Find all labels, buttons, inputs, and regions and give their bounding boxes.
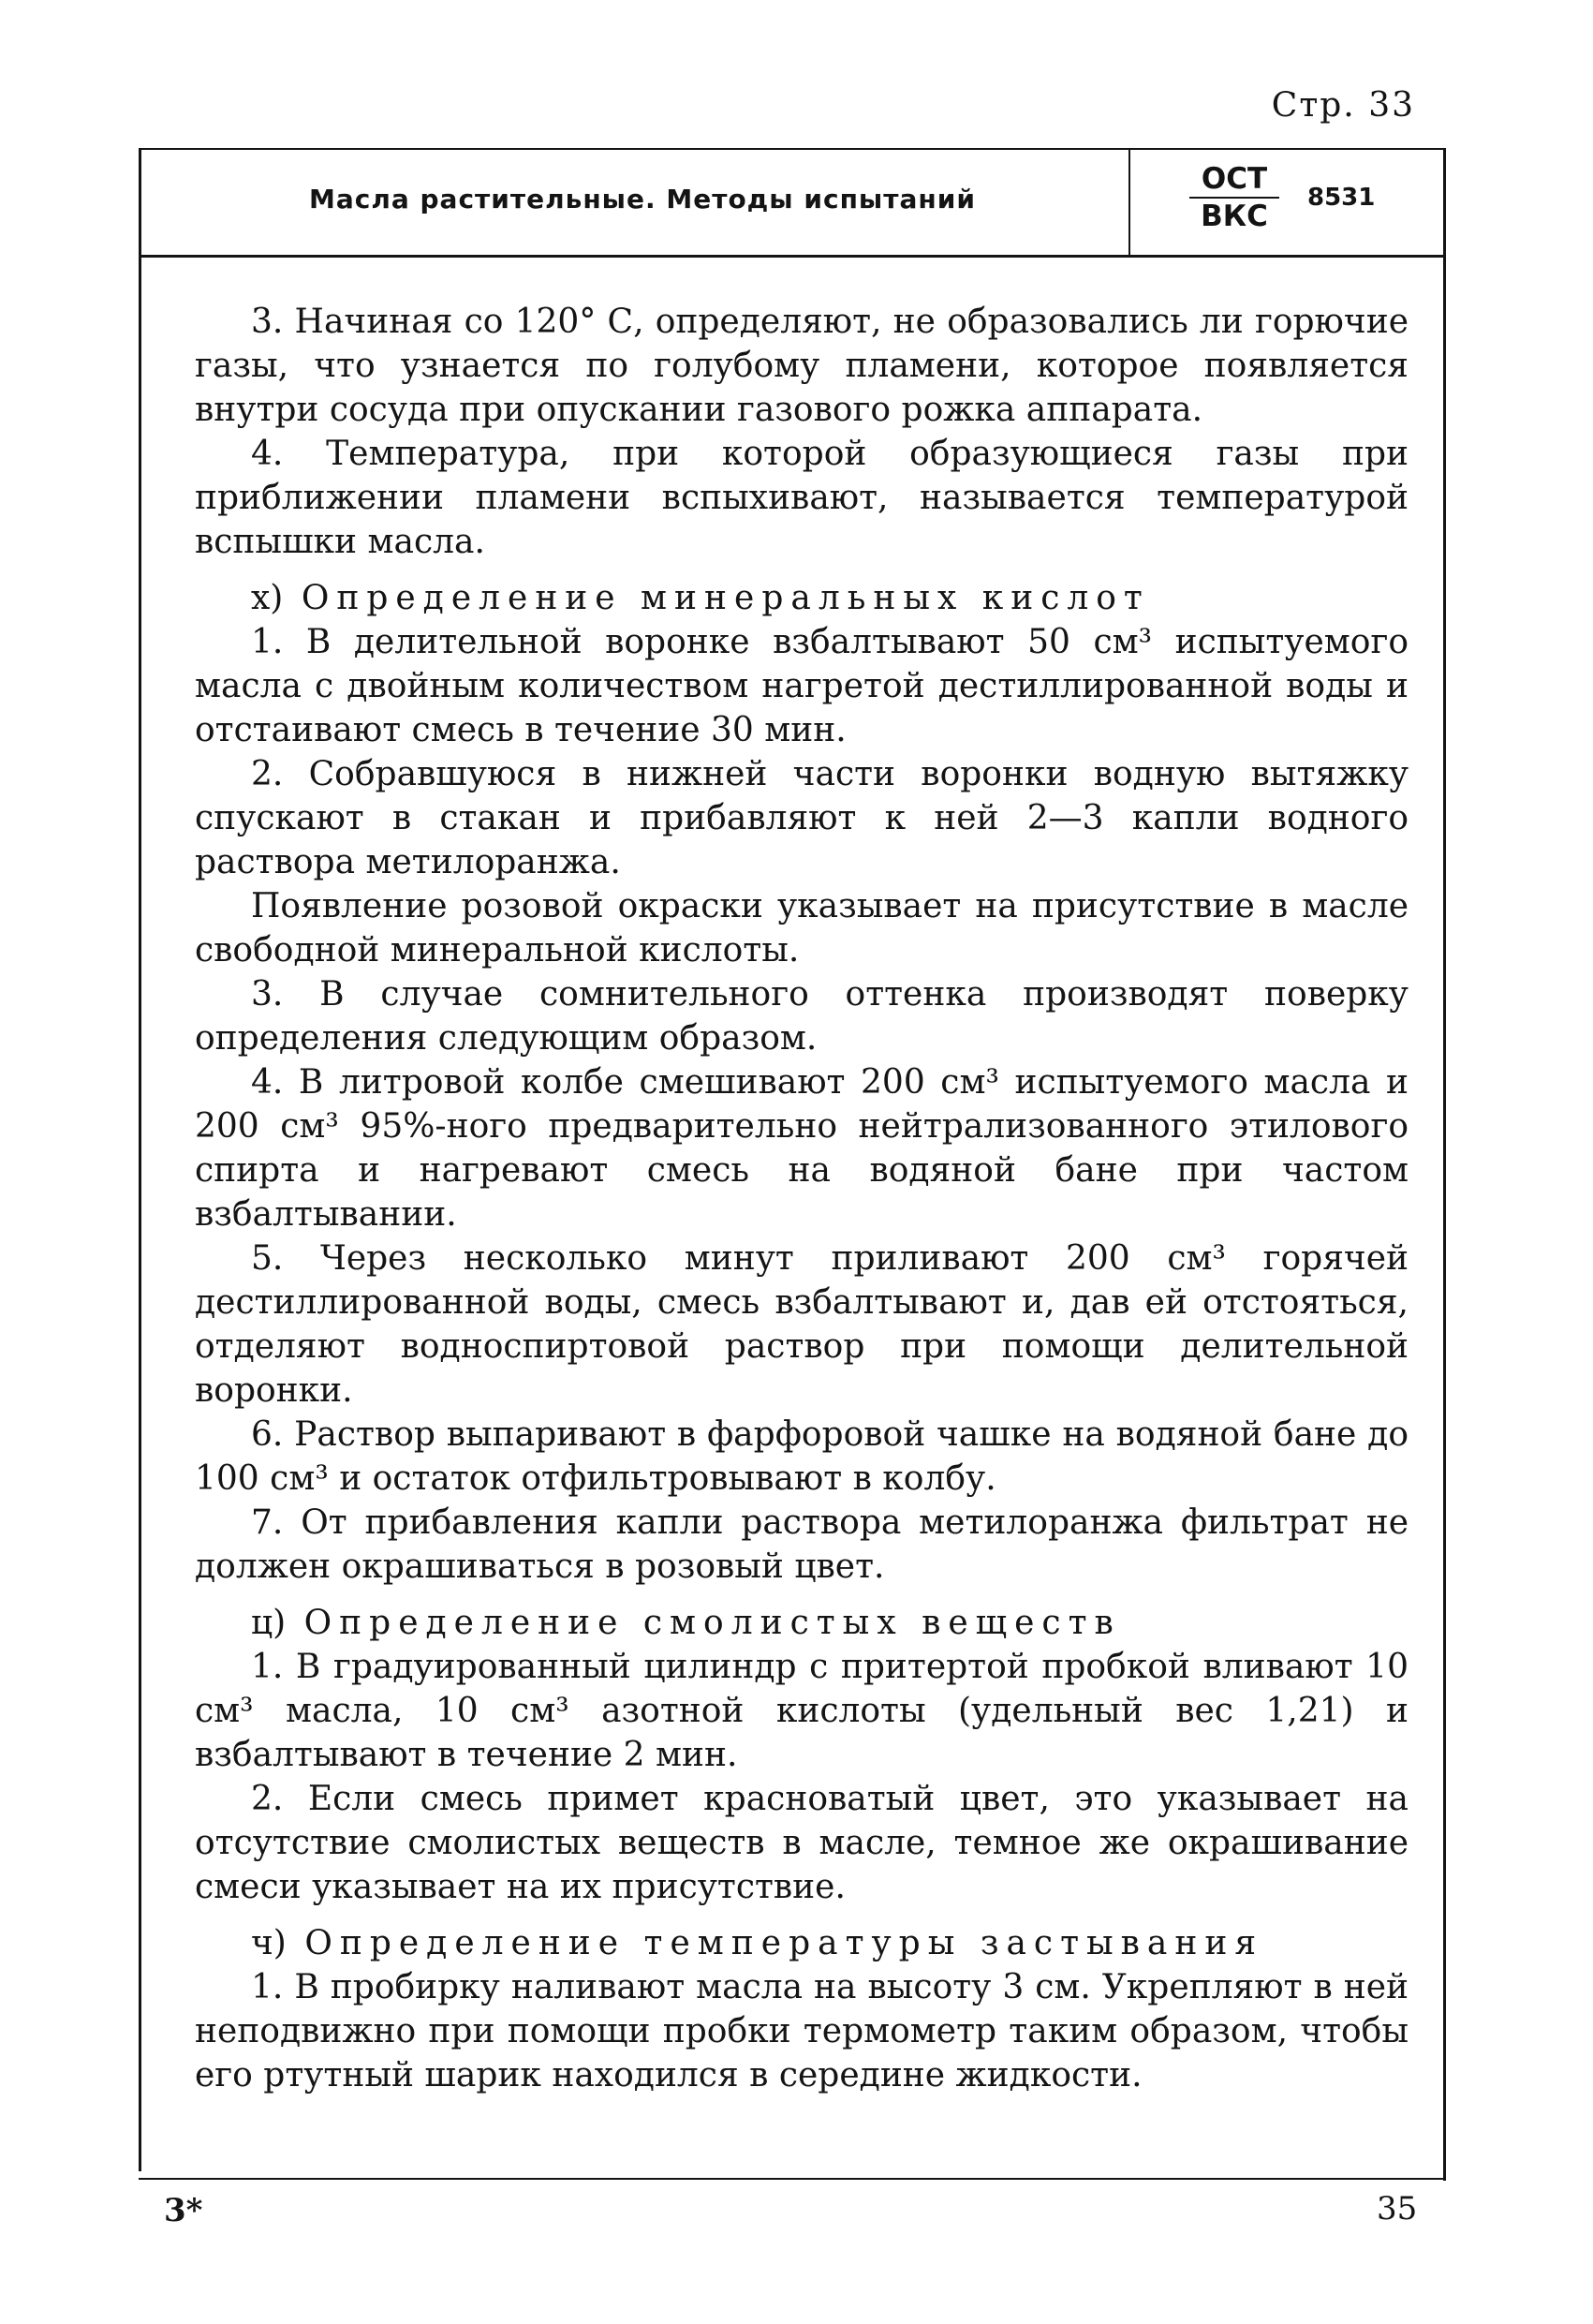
standard-designation — [1189, 161, 1279, 234]
paragraph: 2. Если смесь примет красноватый цвет, это указывает на отсутствие смолистых веществ в масле, темное же окрашивание смеси указывает на их присутствие. — [195, 1780, 1409, 1906]
paragraph: 5. Через несколько минут приливают 200 см³ горячей дестиллированной воды, смесь взбалтывают и, дав ей отстояться, отделяют водноспиртовой раствор при помощи делительной воронки. — [195, 1239, 1409, 1410]
paragraph: 6. Раствор выпаривают в фарфоровой чашке на водяной бане до 100 см³ и остаток отфильтровывают в колбу. — [195, 1415, 1409, 1498]
footer-rule — [139, 2178, 1446, 2180]
paragraph: 4. В литровой колбе смешивают 200 см³ испытуемого масла и 200 см³ 95%-ного предварительно нейтрализованного этилового спирта и нагревают смесь на водяной бане при частом взбалтывании. — [195, 1063, 1409, 1234]
standard-top: ОСТ — [1189, 161, 1279, 199]
frame-left-border — [139, 148, 141, 2171]
page-label: Стр. 33 — [1271, 86, 1415, 125]
paragraph: 1. В пробирку наливают масла на высоту 3 см. Укрепляют в ней неподвижно при помощи пробки термометр таким образом, чтобы его ртутный шарик находился в середине жидкости. — [195, 1968, 1409, 2095]
section-mark: х) — [251, 579, 284, 617]
section-heading — [195, 1921, 1409, 1965]
frame-right-border — [1443, 148, 1446, 2181]
section-title: Определение минеральных кислот — [301, 579, 1150, 617]
paragraph: Появление розовой окраски указывает на присутствие в масле свободной минеральной кислоты. — [195, 887, 1409, 970]
signature-mark: 3* — [164, 2192, 203, 2229]
header-bottom-rule — [139, 255, 1446, 258]
section-heading — [195, 576, 1409, 620]
section-title: Определение смолистых веществ — [303, 1604, 1121, 1642]
document-title: Масла растительные. Методы испытаний — [309, 184, 976, 215]
section-title: Определение температуры застывания — [304, 1924, 1264, 1962]
paragraph: 7. От прибавления капли раствора метилоранжа фильтрат не должен окрашиваться в розовый цвет. — [195, 1503, 1409, 1586]
paragraph: 1. В делительной воронке взбалтывают 50 см³ испытуемого масла с двойным количеством нагретой дестиллированной воды и отстаивают смесь в течение 30 мин. — [195, 623, 1409, 749]
header-top-rule — [139, 148, 1446, 150]
section-mark: ц) — [251, 1604, 287, 1642]
paragraph: 4. Температура, при которой образующиеся газы при приближении пламени вспыхивают, называется температурой вспышки масла. — [195, 435, 1409, 561]
header-divider — [1128, 148, 1130, 256]
paragraph: 3. В случае сомнительного оттенка производят поверку определения следующим образом. — [195, 975, 1409, 1058]
page-number: 35 — [1377, 2190, 1418, 2228]
paragraph: 3. Начиная со 120° С, определяют, не образовались ли горючие газы, что узнается по голубому пламени, которое появляется внутри сосуда при опускании газового рожка аппарата. — [195, 303, 1409, 429]
paragraph: 1. В градуированный цилиндр с притертой пробкой вливают 10 см³ масла, 10 см³ азотной кислоты (удельный вес 1,21) и взбалтывают в течение 2 мин. — [195, 1648, 1409, 1774]
paragraph: 2. Собравшуюся в нижней части воронки водную вытяжку спускают в стакан и прибавляют к ней 2—3 капли водного раствора метилоранжа. — [195, 755, 1409, 881]
section-heading — [195, 1601, 1409, 1645]
section-mark: ч) — [251, 1924, 287, 1962]
standard-code: 8531 — [1307, 184, 1376, 212]
standard-bottom: ВКС — [1201, 200, 1268, 233]
body-text — [195, 300, 1409, 2097]
